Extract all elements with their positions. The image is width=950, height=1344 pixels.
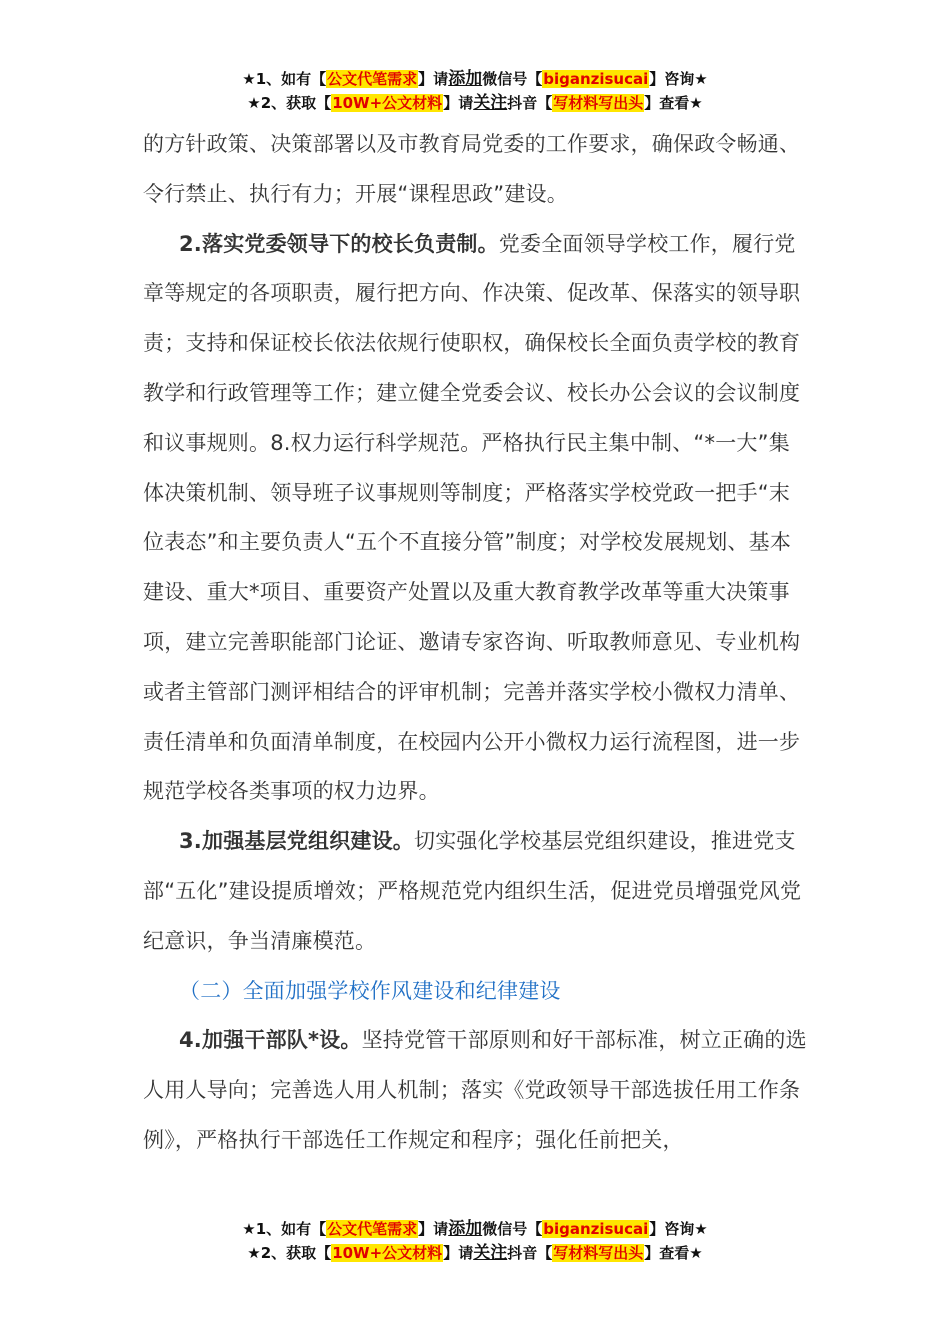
header-douyin-id: 写材料写出头 — [553, 94, 644, 112]
footer-line-1 — [0, 1217, 950, 1241]
header-line-2-please: 】请 — [443, 94, 474, 112]
header-line-2-suffix: 】查看★ — [644, 94, 703, 112]
paragraph-text-2: 党委全面领导学校工作，履行党章等规定的各项职责，履行把方向、作决策、促改革、保落实的领导职责；支持和保证校长依法依规行使职权，确保校长全面负责学校的教育教学和行政管理等工作；建立健全党委会议、校长办公会议的会议制度和议事规则。8.权力运行科学规范。严格执行民主集中制、“*一大”集体决策机制、领导班子议事规则等制度；严格落实学校党政一把手“末位表态”和主要负责人“五个不直接分管”制度；对学校发展规划、基本建设、重大*项目、重要资产处置以及重大教育教学改革等重大决策事项，建立完善职能部门论证、邀请专家咨询、听取教师意见、专业机构或者主管部门测评相结合的评审机制；完善并落实学校小微权力清单、责任清单和负面清单制度，在校园内公开小微权力运行流程图，进一步规范学校各类事项的权力边界。 — [143, 231, 801, 804]
footer-line-1-suffix: 】咨询★ — [649, 1220, 708, 1238]
footer-follow-text: 关注 — [473, 1243, 508, 1263]
paragraph-heading-3: 3.加强基层党组织建设。 — [179, 829, 414, 854]
section-heading-2: （二）全面加强学校作风建设和纪律建设 — [179, 978, 561, 1003]
footer-line-2-prefix: ★2、获取【 — [247, 1244, 332, 1262]
paragraph-heading-2: 2.落实党委领导下的校长负责制。 — [179, 231, 499, 256]
header-follow-text: 关注 — [473, 93, 508, 113]
document-body — [143, 120, 811, 1166]
footer-douyin-label: 抖音【 — [507, 1244, 553, 1262]
footer-highlight-materials: 10W+公文材料 — [332, 1244, 443, 1262]
header-line-1 — [0, 67, 950, 91]
footer-line-1-prefix: ★1、如有【 — [242, 1220, 327, 1238]
header-line-1-please: 】请 — [418, 70, 449, 88]
footer-line-2 — [0, 1241, 950, 1265]
header-line-1-suffix: 】咨询★ — [649, 70, 708, 88]
paragraph-text-3: 切实强化学校基层党组织建设，推进党支部“五化”建设提质增效；严格规范党内组织生活，促进党员增强党风党纪意识，争当清廉模范。 — [143, 829, 802, 953]
paragraph-cadre-team — [143, 1016, 811, 1165]
header-line-2 — [0, 91, 950, 115]
header-wechat-id: biganzisucai — [543, 70, 649, 88]
footer-wechat-id: biganzisucai — [543, 1220, 649, 1238]
header-wechat-label: 微信号【 — [482, 70, 543, 88]
footer-line-2-please: 】请 — [443, 1244, 474, 1262]
paragraph-principal-responsibility — [143, 220, 811, 818]
header-highlight-ghostwriting: 公文代笔需求 — [327, 70, 418, 88]
header-add-text: 添加 — [448, 69, 483, 89]
paragraph-heading-4: 4.加强干部队*设。 — [179, 1028, 362, 1053]
header-banner — [0, 67, 950, 115]
header-douyin-label: 抖音【 — [507, 94, 553, 112]
footer-highlight-ghostwriting: 公文代笔需求 — [327, 1220, 418, 1238]
footer-line-1-please: 】请 — [418, 1220, 449, 1238]
footer-wechat-label: 微信号【 — [482, 1220, 543, 1238]
footer-banner — [0, 1217, 950, 1265]
paragraph-text-4: 坚持党管干部原则和好干部标准，树立正确的选人用人导向；完善选人用人机制；落实《党政领导干部选拔任用工作条例》，严格执行干部选任工作规定和程序；强化任前把关， — [143, 1028, 807, 1152]
paragraph-continued: 的方针政策、决策部署以及市教育局党委的工作要求，确保政令畅通、令行禁止、执行有力；开展“课程思政”建设。 — [143, 132, 801, 206]
footer-add-text: 添加 — [448, 1219, 483, 1239]
header-line-2-prefix: ★2、获取【 — [247, 94, 332, 112]
header-highlight-materials: 10W+公文材料 — [332, 94, 443, 112]
footer-line-2-suffix: 】查看★ — [644, 1244, 703, 1262]
footer-douyin-id: 写材料写出头 — [553, 1244, 644, 1262]
paragraph-party-organization — [143, 817, 811, 966]
header-line-1-prefix: ★1、如有【 — [242, 70, 327, 88]
